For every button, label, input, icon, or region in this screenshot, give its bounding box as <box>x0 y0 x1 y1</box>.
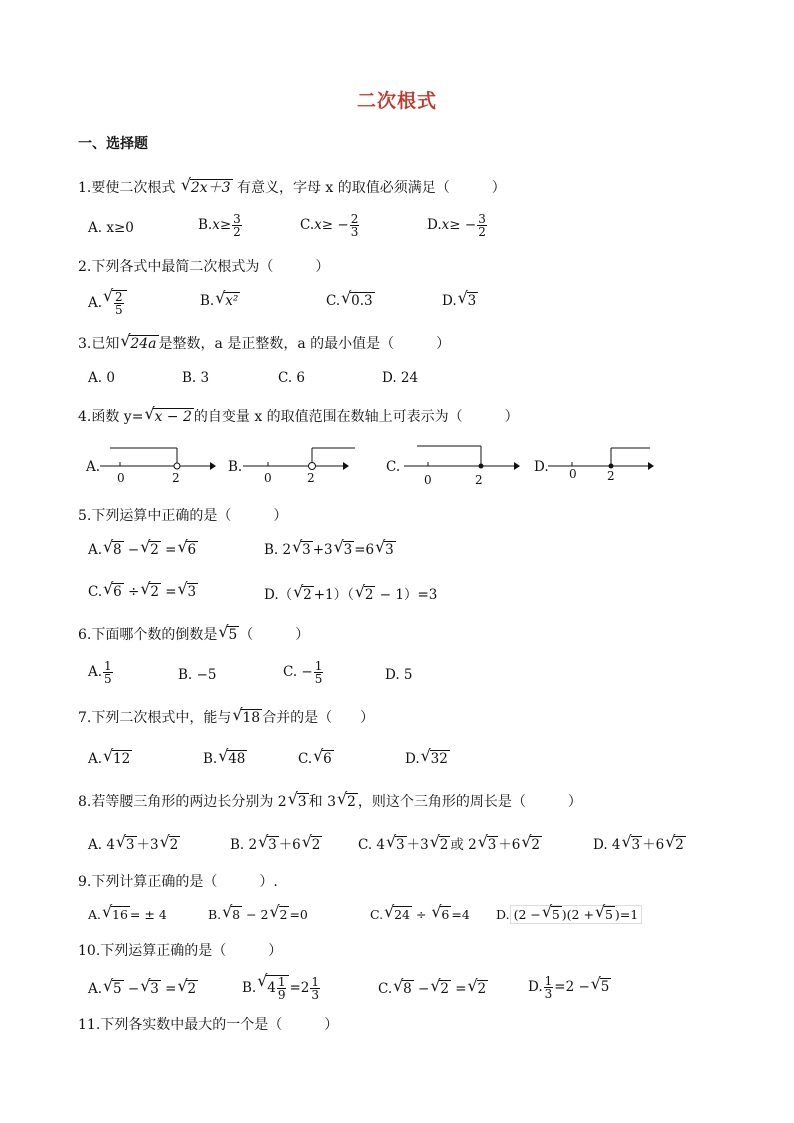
q7-a-radical: √ 12 <box>112 750 132 767</box>
q7-radical: √ 18 <box>241 709 262 726</box>
q8-text-mid: 和 3 <box>308 794 336 810</box>
q7-d-label: D. <box>405 751 420 767</box>
q2-option-b[interactable] <box>200 292 240 309</box>
q4-text-pre: 4.函数 y= <box>78 409 144 425</box>
q9-b-op: − 2 <box>242 907 269 922</box>
q9-d-expression <box>510 905 643 924</box>
q8-radical-2: √ 2 <box>346 793 358 810</box>
q10-b-radical <box>266 975 289 1001</box>
q1-b-label: B. <box>198 217 213 233</box>
q7-d-radical: √ 32 <box>430 750 450 767</box>
q7-text-pre: 7.下列二次根式中，能与 <box>78 710 232 726</box>
q3-option-d[interactable]: D. 24 <box>382 370 419 386</box>
q5-a-op: − <box>123 542 140 558</box>
q4-text-post: 的自变量 x 的取值范围在数轴上可表示为（ ） <box>193 409 519 425</box>
q5-b-op: +3 <box>312 542 333 558</box>
q5-option-d[interactable] <box>264 583 437 603</box>
q1-c-den: 3 <box>350 225 359 239</box>
q9-a-label: A. <box>88 907 102 922</box>
q6-option-c[interactable] <box>283 660 324 685</box>
q9-d-rad2: √ 5 <box>604 906 615 923</box>
q4-option-a-label[interactable]: A. <box>86 459 101 475</box>
q7-option-d[interactable] <box>405 750 450 767</box>
q9-option-d[interactable] <box>496 906 642 923</box>
q1-d-rel: ≥ − <box>449 217 477 233</box>
q8-d-label: D. 4 <box>593 837 621 853</box>
q8-c-rad3: √ 3 <box>487 836 499 853</box>
q2-option-a[interactable] <box>88 290 127 316</box>
q5-c-op: ÷ <box>123 584 140 600</box>
q10-d-den: 3 <box>544 987 553 1001</box>
q9-b-rad1: √ 8 <box>231 906 242 923</box>
q5-d-rad2: √ 2 <box>364 586 376 603</box>
q6-a-den: 5 <box>104 672 112 686</box>
q5-d-mid: +1）（ <box>313 587 354 603</box>
q1-c-var: x <box>314 217 322 233</box>
q9-d-part2: )(2 + <box>561 907 594 922</box>
q8-d-op: ＋6 <box>642 837 665 853</box>
q2-d-radical: √ 3 <box>467 292 479 309</box>
q9-a-post: = ± 4 <box>129 907 167 922</box>
q1-b-frac <box>232 213 242 238</box>
q5-c-rad3: √ 3 <box>187 583 199 600</box>
q4-b-tick-2: 2 <box>307 471 315 485</box>
question-11: 11.下列各实数中最大的一个是（ ） <box>78 1017 339 1033</box>
q10-d-eq: =2 − <box>554 979 590 995</box>
q1-b-var: x <box>212 217 220 233</box>
q5-d-end: − 1）=3 <box>375 587 438 603</box>
question-8 <box>78 791 582 811</box>
q4-b-tick-0: 0 <box>264 471 272 485</box>
q2-a-den: 5 <box>115 303 123 317</box>
q10-d-frac <box>544 975 554 1000</box>
q10-c-rad3: √ 2 <box>477 980 489 997</box>
q8-option-c[interactable] <box>358 833 542 853</box>
q10-b-frac <box>277 976 287 1001</box>
q8-c-rad2: √ 2 <box>439 836 451 853</box>
q10-a-rad3: √ 2 <box>186 980 198 997</box>
q4-number-line-b[interactable] <box>243 440 358 490</box>
q7-text-post: 合并的是（ ） <box>262 710 375 726</box>
question-6 <box>78 624 309 644</box>
q5-b-rad1: √ 3 <box>301 541 313 558</box>
q4-option-b-label[interactable]: B. <box>228 459 243 475</box>
q8-b-label: B. 2 <box>230 837 258 853</box>
q6-a-num: 1 <box>104 659 112 673</box>
q1-d-frac <box>477 213 487 238</box>
q5-b-label: B. 2 <box>264 542 292 558</box>
question-3 <box>78 333 450 353</box>
q8-b-op: ＋6 <box>278 837 301 853</box>
q6-c-label: C. − <box>283 664 313 680</box>
q10-b-result-den: 3 <box>311 988 319 1002</box>
q2-a-radical <box>112 290 127 316</box>
q9-d-label: D. <box>496 907 510 922</box>
q5-c-rad1: √ 6 <box>112 583 124 600</box>
q10-b-result-num: 1 <box>311 975 319 989</box>
question-4 <box>78 406 519 426</box>
q3-radical: √ 24a <box>129 335 158 352</box>
q5-a-rad3: √ 6 <box>186 541 198 558</box>
q5-c-eq: = <box>160 584 177 600</box>
q8-a-rad2: √ 2 <box>169 836 181 853</box>
q5-option-c[interactable] <box>88 583 198 600</box>
q6-text-post: （ ） <box>239 627 310 643</box>
q5-a-label: A. <box>88 542 103 558</box>
q6-a-frac <box>103 660 113 685</box>
page-title: 二次根式 <box>356 90 437 112</box>
q4-number-line-c[interactable] <box>404 440 519 490</box>
q10-d-num: 1 <box>544 974 553 988</box>
q1-d-den: 2 <box>478 225 486 239</box>
q6-c-den: 5 <box>314 672 323 686</box>
q5-d-rad1: √ 2 <box>302 586 314 603</box>
q1-text-post: 有意义，字母 x 的取值必须满足（ ） <box>236 180 506 196</box>
q9-d-rad1: √ 5 <box>551 906 562 923</box>
q1-c-num: 2 <box>350 212 359 226</box>
q8-d-rad2: √ 2 <box>674 836 686 853</box>
q9-c-rad2: √ 6 <box>440 906 451 923</box>
q10-a-rad2: √ 3 <box>149 980 161 997</box>
q5-c-label: C. <box>88 584 103 600</box>
q9-b-label: B. <box>208 907 222 922</box>
q8-a-label: A. 4 <box>88 837 115 853</box>
q2-a-num: √ 2 <box>115 290 123 304</box>
q9-b-post: =0 <box>289 907 308 922</box>
q10-c-eq: = <box>450 981 467 997</box>
q8-option-b[interactable] <box>230 833 322 853</box>
q4-a-tick-0: 0 <box>117 471 125 485</box>
q7-b-label: B. <box>203 751 218 767</box>
q10-b-label: B. <box>242 980 257 996</box>
q6-option-d[interactable]: D. 5 <box>385 667 413 683</box>
q8-c-rad4: √ 2 <box>530 836 542 853</box>
q2-b-radical: √ x² <box>224 292 240 309</box>
q2-d-label: D. <box>442 293 457 309</box>
q1-option-d[interactable] <box>427 213 488 238</box>
q5-option-b[interactable] <box>264 541 396 558</box>
q6-radical: √ 5 <box>227 626 239 643</box>
q2-a-label: A. <box>88 295 103 311</box>
q10-d-radical: √ 5 <box>600 978 612 995</box>
q10-option-c[interactable] <box>378 980 488 997</box>
q10-option-b[interactable] <box>242 975 321 1001</box>
q8-a-op: ＋3 <box>136 837 159 853</box>
q6-c-num: 1 <box>314 659 323 673</box>
q2-c-label: C. <box>326 293 341 309</box>
q3-text-pre: 3.已知 <box>78 336 120 352</box>
q8-b-rad2: √ 2 <box>311 836 323 853</box>
q4-a-tick-2: 2 <box>172 471 180 485</box>
q1-d-num: 3 <box>478 212 486 226</box>
q8-text-pre: 8.若等腰三角形的两边长分别为 2 <box>78 794 287 810</box>
q9-option-c[interactable] <box>370 906 470 923</box>
section-heading: 一、选择题 <box>78 136 148 152</box>
q1-radical: √ 2x＋3 <box>190 179 233 196</box>
q10-b-den: 9 <box>277 988 286 1002</box>
q5-a-rad2: √ 2 <box>149 541 161 558</box>
q10-c-op: − <box>413 981 430 997</box>
q3-text-post: 是整数，a 是正整数，a 的最小值是（ ） <box>158 336 451 352</box>
q9-c-op: ÷ <box>412 907 431 922</box>
q1-c-label: C. <box>300 217 315 233</box>
q3-option-b[interactable]: B. 3 <box>182 370 210 386</box>
q9-c-post: =4 <box>451 907 470 922</box>
q10-c-rad1: √ 8 <box>402 980 414 997</box>
q10-b-eq: =2 <box>289 980 310 996</box>
q8-c-or: 或 2 <box>450 837 477 853</box>
q4-option-c-label[interactable]: C. <box>386 459 401 475</box>
q2-a-frac <box>114 291 124 316</box>
q1-option-c[interactable] <box>300 213 360 238</box>
q4-number-line-d[interactable] <box>548 440 663 490</box>
q8-d-rad1: √ 3 <box>631 836 643 853</box>
q8-option-d[interactable] <box>593 833 686 853</box>
q7-c-label: C. <box>298 751 313 767</box>
q5-d-label: D.（ <box>264 587 293 603</box>
q8-c-op: ＋3 <box>406 837 429 853</box>
q10-option-a[interactable] <box>88 980 198 997</box>
q5-c-rad2: √ 2 <box>149 583 161 600</box>
q2-option-c[interactable] <box>326 292 375 309</box>
q6-c-frac <box>314 660 324 685</box>
q7-c-radical: √ 6 <box>322 750 334 767</box>
q6-option-a[interactable] <box>88 660 114 685</box>
q3-option-a[interactable]: A. 0 <box>88 370 115 386</box>
q8-radical-1: √ 3 <box>297 793 309 810</box>
q3-option-c[interactable]: C. 6 <box>278 370 306 386</box>
q10-d-label: D. <box>528 979 543 995</box>
q4-c-tick-2: 2 <box>475 473 483 487</box>
q5-a-eq: = <box>160 542 177 558</box>
q10-b-num: 1 <box>277 975 286 989</box>
q2-b-label: B. <box>200 293 215 309</box>
q5-b-rad3: √ 3 <box>384 541 396 558</box>
question-9: 9.下列计算正确的是（ ）. <box>78 874 278 890</box>
q1-c-rel: ≥ − <box>321 217 349 233</box>
q10-a-op: − <box>123 981 140 997</box>
q10-c-rad2: √ 2 <box>439 980 451 997</box>
q4-c-tick-0: 0 <box>424 473 432 487</box>
q9-d-post: )=1 <box>614 907 639 922</box>
q8-text-post: ，则这个三角形的周长是（ ） <box>357 794 582 810</box>
q5-b-eq: =6 <box>354 542 375 558</box>
q10-a-rad1: √ 5 <box>112 980 124 997</box>
question-7 <box>78 707 374 727</box>
q5-b-rad2: √ 3 <box>343 541 355 558</box>
q2-option-d[interactable] <box>442 292 478 309</box>
q9-option-b[interactable] <box>208 906 308 923</box>
q9-b-rad2: √ 2 <box>279 906 290 923</box>
q1-c-frac <box>350 213 360 238</box>
q7-option-b[interactable] <box>203 750 247 767</box>
q10-a-eq: = <box>160 981 177 997</box>
q9-c-label: C. <box>370 907 384 922</box>
q10-c-label: C. <box>378 981 393 997</box>
q7-option-c[interactable] <box>298 750 334 767</box>
q8-b-rad1: √ 3 <box>267 836 279 853</box>
q9-c-rad1: √ 24 <box>393 906 412 923</box>
q4-option-d-label[interactable]: D. <box>534 459 549 475</box>
q1-option-b[interactable] <box>198 213 243 238</box>
q1-b-den: 2 <box>233 225 241 239</box>
q7-option-a[interactable] <box>88 750 132 767</box>
q1-b-rel: ≥ <box>219 217 232 233</box>
q10-b-result-frac <box>310 976 320 1001</box>
q7-a-label: A. <box>88 751 103 767</box>
q4-d-tick-2: 2 <box>607 469 615 483</box>
q1-b-num: 3 <box>233 212 241 226</box>
q6-option-b[interactable]: B. −5 <box>178 667 217 683</box>
q8-c-label: C. 4 <box>358 837 386 853</box>
q10-option-d[interactable] <box>528 975 611 1000</box>
q8-c-rad1: √ 3 <box>395 836 407 853</box>
question-5: 5.下列运算中正确的是（ ） <box>78 508 288 524</box>
q2-c-radical: √ 0.3 <box>350 292 374 309</box>
q5-option-a[interactable] <box>88 541 198 558</box>
q1-d-label: D. <box>427 217 442 233</box>
q10-b-int: 4 <box>267 980 276 996</box>
q8-c-op2: ＋6 <box>498 837 521 853</box>
q6-a-label: A. <box>88 664 103 680</box>
q1-d-var: x <box>441 217 450 233</box>
question-1 <box>78 177 506 197</box>
q5-a-rad1: √ 8 <box>112 541 124 558</box>
q8-option-a[interactable] <box>88 833 180 853</box>
q9-option-a[interactable] <box>88 906 167 923</box>
q4-d-tick-0: 0 <box>569 467 577 481</box>
q10-a-label: A. <box>88 981 103 997</box>
q9-d-part1: (2 − <box>513 907 541 922</box>
q1-option-a[interactable]: A. x≥0 <box>88 220 134 236</box>
q1-text-pre: 1.要使二次根式 <box>78 180 176 196</box>
q7-b-radical: √ 48 <box>227 750 247 767</box>
question-10: 10.下列运算正确的是（ ） <box>78 943 283 959</box>
q8-a-rad1: √ 3 <box>125 836 137 853</box>
q6-text-pre: 6.下面哪个数的倒数是 <box>78 627 218 643</box>
question-2: 2.下列各式中最简二次根式为（ ） <box>78 259 330 275</box>
q4-radical: √ x − 2 <box>153 408 193 425</box>
q9-a-radical: √ 16 <box>111 906 130 923</box>
